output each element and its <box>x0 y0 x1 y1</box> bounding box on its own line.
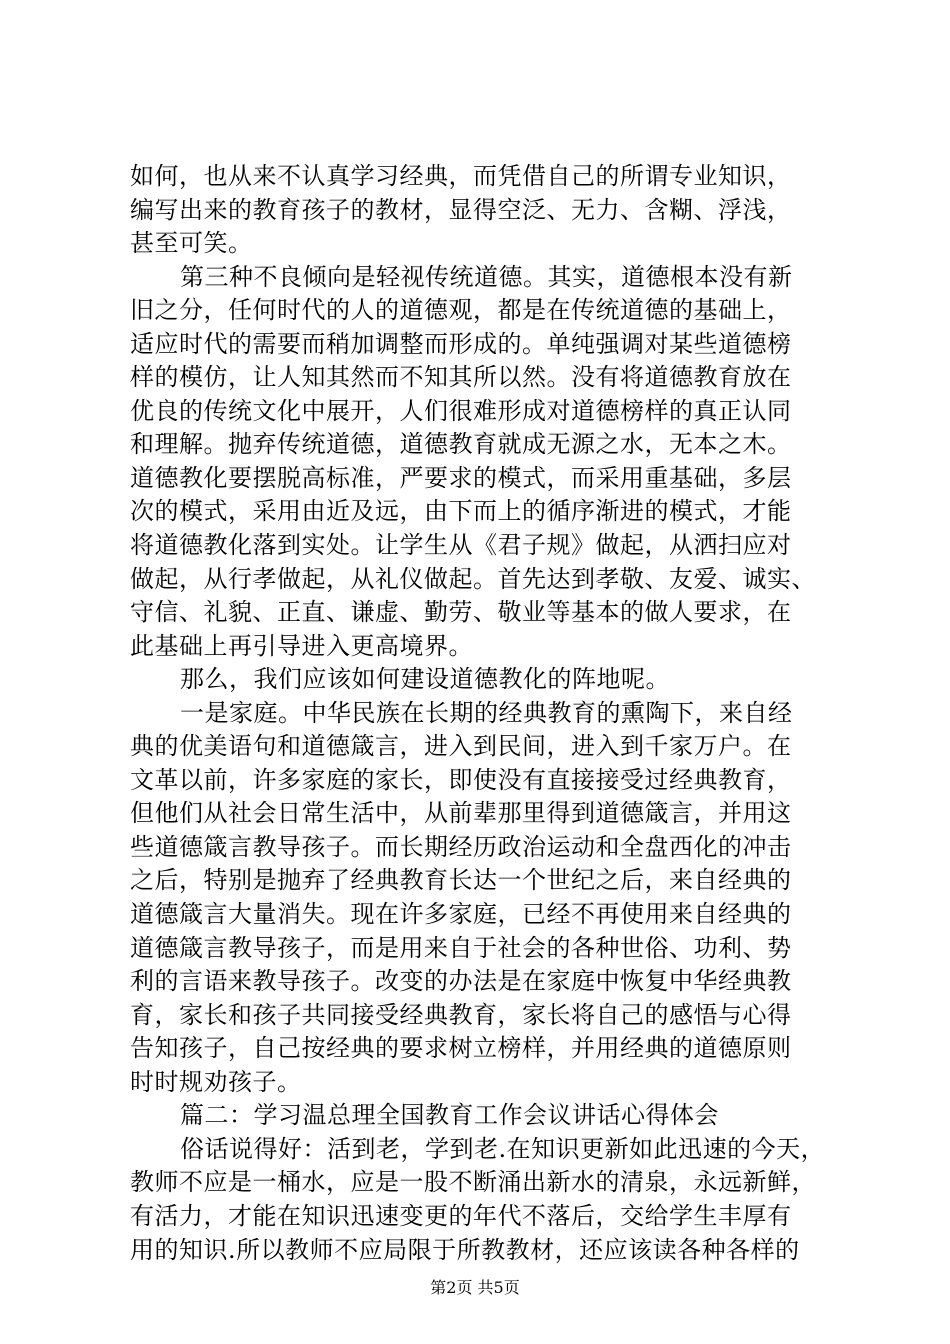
text-line: 样的模仿，让人知其然而不知其所以然。没有将道德教育放在 <box>130 363 792 392</box>
text-line: 和理解。抛弃传统道德，道德教育就成无源之水，无本之木。 <box>130 430 792 459</box>
text-line: 优良的传统文化中展开，人们很难形成对道德榜样的真正认同 <box>130 396 792 425</box>
paragraph-start-line: 一是家庭。中华民族在长期的经典教育的熏陶下，来自经 <box>180 698 793 727</box>
text-line: 但他们从社会日常生活中，从前辈那里得到道德箴言，并用这 <box>130 799 792 828</box>
text-line: 甚至可笑。 <box>130 229 253 258</box>
section-heading: 篇二：学习温总理全国教育工作会议讲话心得体会 <box>180 1101 719 1130</box>
text-line: 利的言语来教导孩子。改变的办法是在家庭中恢复中华经典教 <box>130 967 792 996</box>
text-line: 文革以前，许多家庭的家长，即使没有直接接受过经典教育， <box>130 765 792 794</box>
text-line: 旧之分，任何时代的人的道德观，都是在传统道德的基础上， <box>130 296 792 325</box>
paragraph-start-line: 那么，我们应该如何建设道德教化的阵地呢。 <box>180 665 670 694</box>
text-line: 时时规劝孩子。 <box>130 1067 302 1096</box>
text-line: 些道德箴言教导孩子。而长期经历政治运动和全盘西化的冲击 <box>130 832 792 861</box>
text-line: 有活力，才能在知识迅速变更的年代不落后，交给学生丰厚有 <box>130 1201 792 1230</box>
text-line: 道德箴言教导孩子，而是用来自于社会的各种世俗、功利、势 <box>130 933 792 962</box>
text-line: 教师不应是一桶水，应是一股不断涌出新水的清泉，永远新鲜， <box>130 1168 816 1197</box>
text-line: 将道德教化落到实处。让学生从《君子规》做起，从洒扫应对 <box>130 531 792 560</box>
text-line: 适应时代的需要而稍加调整而形成的。单纯强调对某些道德榜 <box>130 329 792 358</box>
text-line: 典的优美语句和道德箴言，进入到民间，进入到千家万户。在 <box>130 732 792 761</box>
text-line: 道德教化要摆脱高标准，严要求的模式，而采用重基础，多层 <box>130 463 792 492</box>
paragraph-start-line: 第三种不良倾向是轻视传统道德。其实，道德根本没有新 <box>180 262 793 291</box>
text-line: 之后，特别是抛弃了经典教育长达一个世纪之后，来自经典的 <box>130 866 792 895</box>
page-number-footer: 第2页 共5页 <box>430 1278 520 1297</box>
text-line: 用的知识.所以教师不应局限于所教教材，还应该读各种各样的 <box>130 1235 800 1264</box>
text-line: 做起，从行孝做起，从礼仪做起。首先达到孝敬、友爱、诚实、 <box>130 564 816 593</box>
text-line: 如何，也从来不认真学习经典，而凭借自己的所谓专业知识， <box>130 162 792 190</box>
document-body <box>130 160 850 1267</box>
text-line: 编写出来的教育孩子的教材，显得空泛、无力、含糊、浮浅， <box>130 195 792 224</box>
paragraph-start-line: 俗话说得好：活到老，学到老.在知识更新如此迅速的今天， <box>180 1134 826 1163</box>
text-line: 守信、礼貌、正直、谦虚、勤劳、敬业等基本的做人要求，在 <box>130 598 792 627</box>
text-line: 育，家长和孩子共同接受经典教育，家长将自己的感悟与心得 <box>130 1000 792 1029</box>
text-line: 告知孩子，自己按经典的要求树立榜样，并用经典的道德原则 <box>130 1034 792 1063</box>
text-line: 此基础上再引导进入更高境界。 <box>130 631 473 660</box>
text-line: 道德箴言大量消失。现在许多家庭，已经不再使用来自经典的 <box>130 900 792 929</box>
text-line: 次的模式，采用由近及远，由下而上的循序渐进的模式，才能 <box>130 497 792 526</box>
